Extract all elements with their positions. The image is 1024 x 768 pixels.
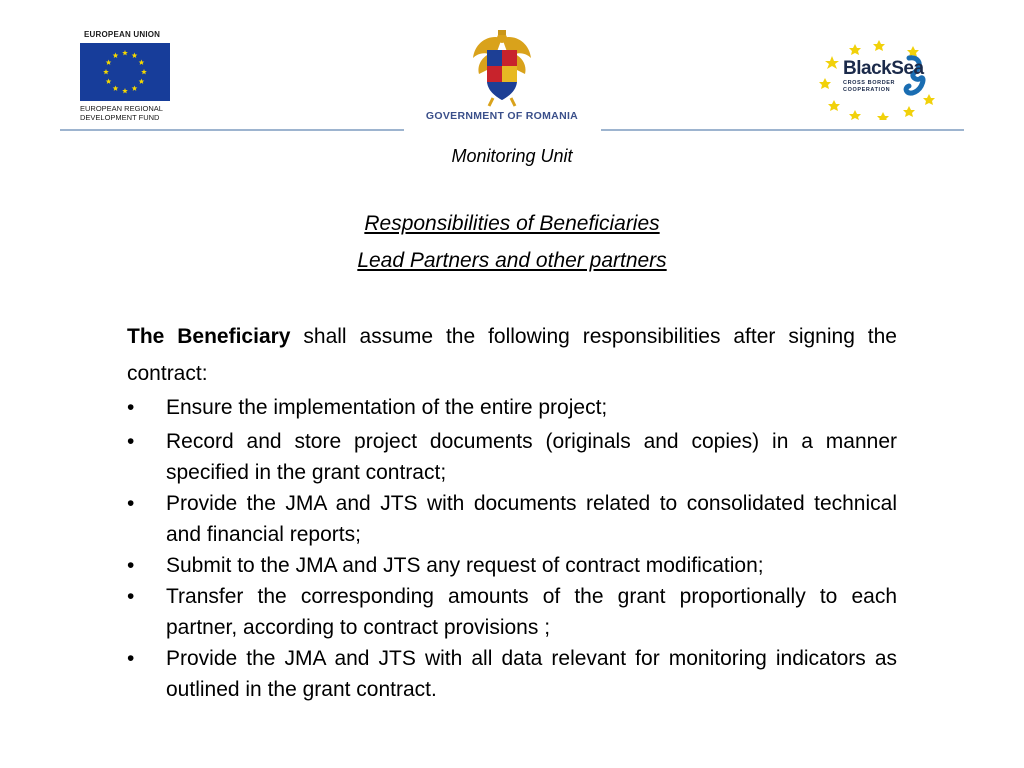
list-item: • Record and store project documents (originals and copies) in a manner specified in the grant contract; <box>127 426 897 488</box>
bullet: • <box>127 647 135 670</box>
eu-flag-icon <box>80 43 170 101</box>
eu-logo-title: EUROPEAN UNION <box>84 30 161 39</box>
header-divider-right <box>601 129 964 131</box>
list-item: • Transfer the corresponding amounts of the grant proportionally to each partner, according to contract provisions ; <box>127 581 897 643</box>
government-of-romania-logo <box>404 28 600 122</box>
list-item: • Ensure the implementation of the entire project; <box>127 392 897 423</box>
black-sea-wordmark: BlackSea <box>843 58 924 79</box>
header-divider-left <box>60 129 404 131</box>
eu-logo <box>80 30 180 122</box>
responsibilities-list <box>127 392 897 705</box>
list-item: • Submit to the JMA and JTS any request of contract modification; <box>127 550 897 581</box>
list-item: • Provide the JMA and JTS with documents related to consolidated technical and financial reports; <box>127 488 897 550</box>
intro-text: shall assume the following responsibilities after signing the contract: <box>127 325 897 385</box>
bullet: • <box>127 585 135 608</box>
heading-line-1: Responsibilities of Beneficiaries <box>364 212 660 235</box>
black-sea-cbc-logo <box>817 36 947 120</box>
intro-bold: The Beneficiary <box>127 325 291 348</box>
list-item: • Provide the JMA and JTS with all data relevant for monitoring indicators as outlined in the grant contract. <box>127 643 897 705</box>
bullet: • <box>127 554 135 577</box>
intro-paragraph <box>127 318 897 392</box>
black-sea-tagline: CROSS BORDER COOPERATION <box>843 80 896 93</box>
eu-logo-subtitle: EUROPEAN REGIONAL DEVELOPMENT FUND <box>80 104 163 122</box>
romanian-coat-of-arms-icon <box>467 28 537 108</box>
bullet: • <box>127 430 135 453</box>
unit-name: Monitoring Unit <box>451 146 573 166</box>
government-of-romania-text: GOVERNMENT OF ROMANIA <box>425 110 579 122</box>
bullet: • <box>127 396 135 419</box>
bullet: • <box>127 492 135 515</box>
heading-line-2: Lead Partners and other partners <box>357 249 667 272</box>
